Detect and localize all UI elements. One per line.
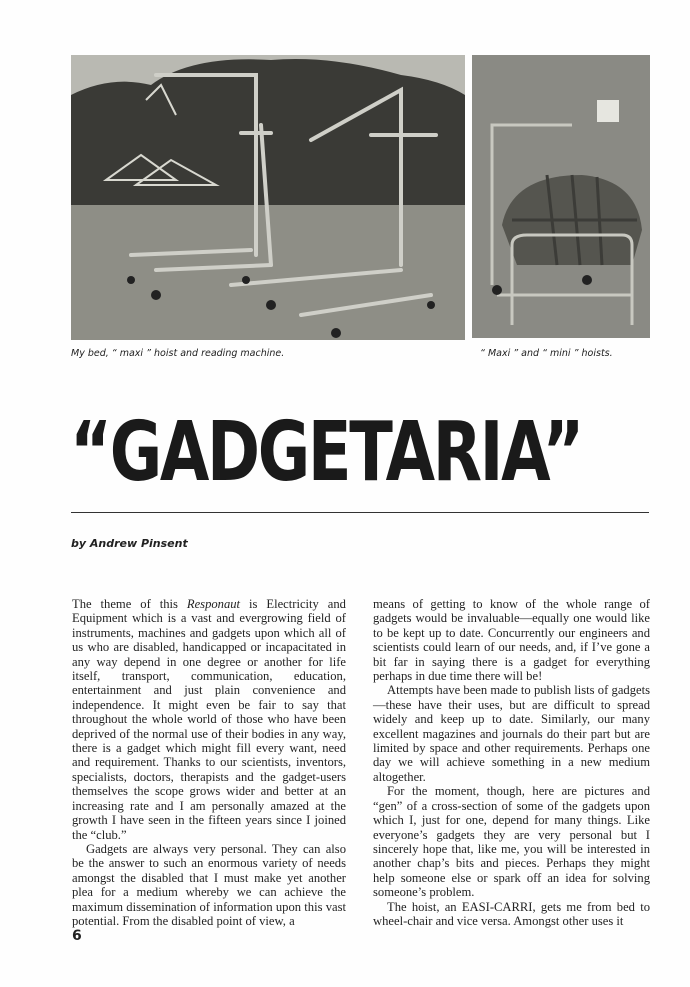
publication-name: Responaut <box>186 597 241 611</box>
title-divider <box>71 512 649 513</box>
text-column-left <box>72 597 346 928</box>
paragraph: means of getting to know of the whole range of gadgets would be invaluable—equally one would like to be kept up to date. Concurrently our engineers and scientists could learn of our needs, and, if I’ve gone a bit far in saying there is a gadget for everything perhaps in due time there will be! <box>373 597 650 684</box>
paragraph: For the moment, though, here are pictures and “gen” of a cross-section of some of the gadgets upon which I, just for one, depend for many things. Like everyone’s gadgets they are very personal but I sincerely hope that, like me, you will be interested in another chap’s bits and pieces. Perhaps they might help someone else or spark off an idea for solving someone’s problem. <box>373 784 650 900</box>
paragraph: Attempts have been made to publish lists of gadgets—these have their uses, but are difficult to spread widely and keep up to date. Similarly, our many excellent magazines and journals do their part but are limited by space and other requirements. Perhaps one day we will achieve something in a new medium altogether. <box>373 683 650 784</box>
article-title: “GADGETARIA” <box>70 405 583 500</box>
bed-photo <box>472 55 650 338</box>
hoists-photo <box>71 55 465 340</box>
photo-caption-right: “ Maxi ” and “ mini ” hoists. <box>480 348 613 359</box>
page-number: 6 <box>72 928 82 944</box>
text-column-right <box>373 597 650 928</box>
paragraph: Gadgets are always very personal. They can also be the answer to such an enormous variety of needs amongst the disabled that I must make yet another plea for a medium whereby we can achieve the maximum dissemination of information upon this vast potential. From the disabled point of view, a <box>72 841 346 928</box>
paragraph-text: is Electricity and Equipment which is a vast and evergrowing field of instruments, machines and gadgets upon which all of us who are disabled, handicapped or incapacitated in any way depend in one degree or another for life itself, transport, communication, education, entertainment and just plain convenience and independence. It might even be fair to say that throughout the whole world of those who have been deprived of the normal use of their bodies in any way, there is a gadget which might fill every want, need and requirement. Thanks to our scientists, inventors, specialists, doctors, therapists and the gadget-users themselves the scope grows wider and better at an increasing rate and I am personally amazed at the growth I have seen in the fifteen years since I joined the “club.” <box>72 597 346 842</box>
byline: by Andrew Pinsent <box>71 537 188 550</box>
photo-caption-left: My bed, “ maxi ” hoist and reading machine. <box>71 348 285 359</box>
paragraph-text: The theme of this <box>72 597 187 611</box>
paragraph <box>72 597 346 842</box>
paragraph: The hoist, an EASI-CARRI, gets me from bed to wheel-chair and vice versa. Amongst other uses it <box>373 899 650 928</box>
